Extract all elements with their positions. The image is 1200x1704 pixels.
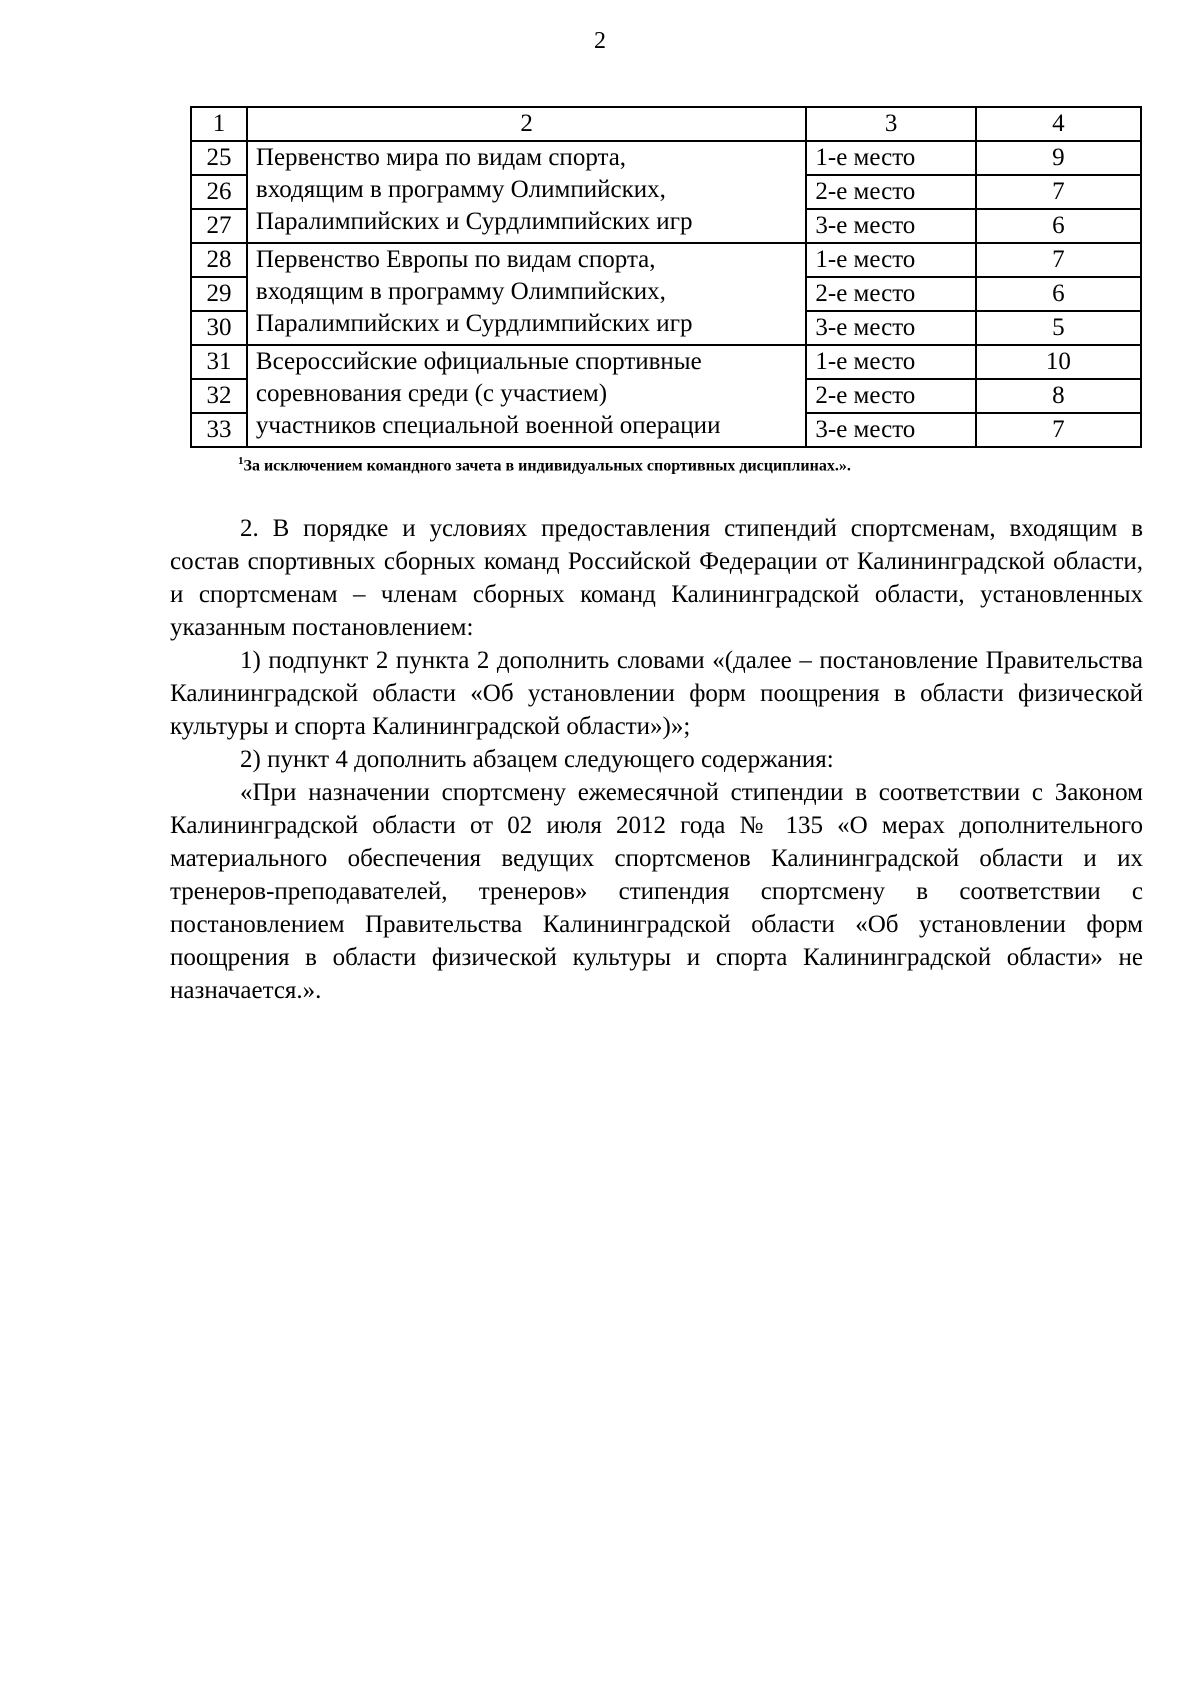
table-row [191,243,1141,277]
place-cell: 3-е место [806,209,975,243]
row-number-cell: 33 [191,413,247,447]
points-cell: 7 [976,243,1141,277]
place-cell: 2-е место [806,175,975,209]
place-cell: 3-е место [806,413,975,447]
table-body [191,141,1141,447]
points-cell: 5 [976,311,1141,345]
points-cell: 10 [976,345,1141,379]
place-cell: 3-е место [806,311,975,345]
body-text [170,512,1143,1007]
table-header-row [191,107,1141,141]
table-row [191,345,1141,379]
page-number: 2 [594,28,606,54]
description-line: Первенство мира по видам спорта, [255,144,627,171]
points-cell: 6 [976,277,1141,311]
place-cell: 1-е место [806,243,975,277]
row-number-cell: 32 [191,379,247,413]
row-number-cell: 26 [191,175,247,209]
row-number-cell: 29 [191,277,247,311]
description-line: Паралимпийских и Сурдлимпийских игр [255,310,693,337]
column-header-4: 4 [976,107,1141,141]
place-cell: 2-е место [806,379,975,413]
paragraph: «При назначении спортсмену ежемесячной стипендии в соответствии с Законом Калининградской области от 02 июля 2012 года № 135 «О мерах дополнительного материального обеспечения ведущих спортсменов Калининградской области и их тренеров-преподавателей, тренеров» стипендия спортсмену в соответствии с постановлением Правительства Калининградской области «Об установлении форм поощрения в области физической культуры и спорта Калининградской области» не назначается.». [170,779,1143,1004]
row-number-cell: 30 [191,311,247,345]
points-cell: 9 [976,141,1141,175]
column-header-3: 3 [806,107,975,141]
paragraph: 2. В порядке и условиях предоставления стипендий спортсменам, входящим в состав спортивных сборных команд Российской Федерации от Калининградской области, и спортсменам – членам сборных команд Калининградской области, установленных указанным постановлением: [170,515,1143,641]
row-number-cell: 25 [191,141,247,175]
row-number-cell: 27 [191,209,247,243]
competition-description-cell [247,141,806,243]
row-number-cell: 28 [191,243,247,277]
paragraph: 1) подпункт 2 пункта 2 дополнить словами «(далее – постановление Правительства Калининградской области «Об установлении форм поощрения в области физической культуры и спорта Калининградской области»)»; [170,647,1143,740]
footnote-text: За исключением командного зачета в индивидуальных спортивных дисциплинах.». [243,457,851,475]
awards-table [190,106,1142,448]
description-line: Всероссийские официальные спортивные [255,348,702,375]
points-cell: 7 [976,175,1141,209]
points-cell: 8 [976,379,1141,413]
points-cell: 6 [976,209,1141,243]
competition-description-cell [247,345,806,447]
column-header-2: 2 [247,107,806,141]
description-line: соревнования среди (с участием) [255,380,608,407]
row-number-cell: 31 [191,345,247,379]
table-footnote [238,455,851,475]
paragraph: 2) пункт 4 дополнить абзацем следующего содержания: [240,746,834,773]
footnote-marker: 1 [238,455,244,467]
column-header-1: 1 [191,107,247,141]
description-line: входящим в программу Олимпийских, [255,176,666,203]
description-line: входящим в программу Олимпийских, [255,278,666,305]
description-line: участников специальной военной операции [255,412,721,439]
place-cell: 1-е место [806,345,975,379]
place-cell: 2-е место [806,277,975,311]
competition-description-cell [247,243,806,345]
description-line: Первенство Европы по видам спорта, [255,246,656,273]
table-row [191,141,1141,175]
description-line: Паралимпийских и Сурдлимпийских игр [255,208,693,235]
place-cell: 1-е место [806,141,975,175]
points-cell: 7 [976,413,1141,447]
